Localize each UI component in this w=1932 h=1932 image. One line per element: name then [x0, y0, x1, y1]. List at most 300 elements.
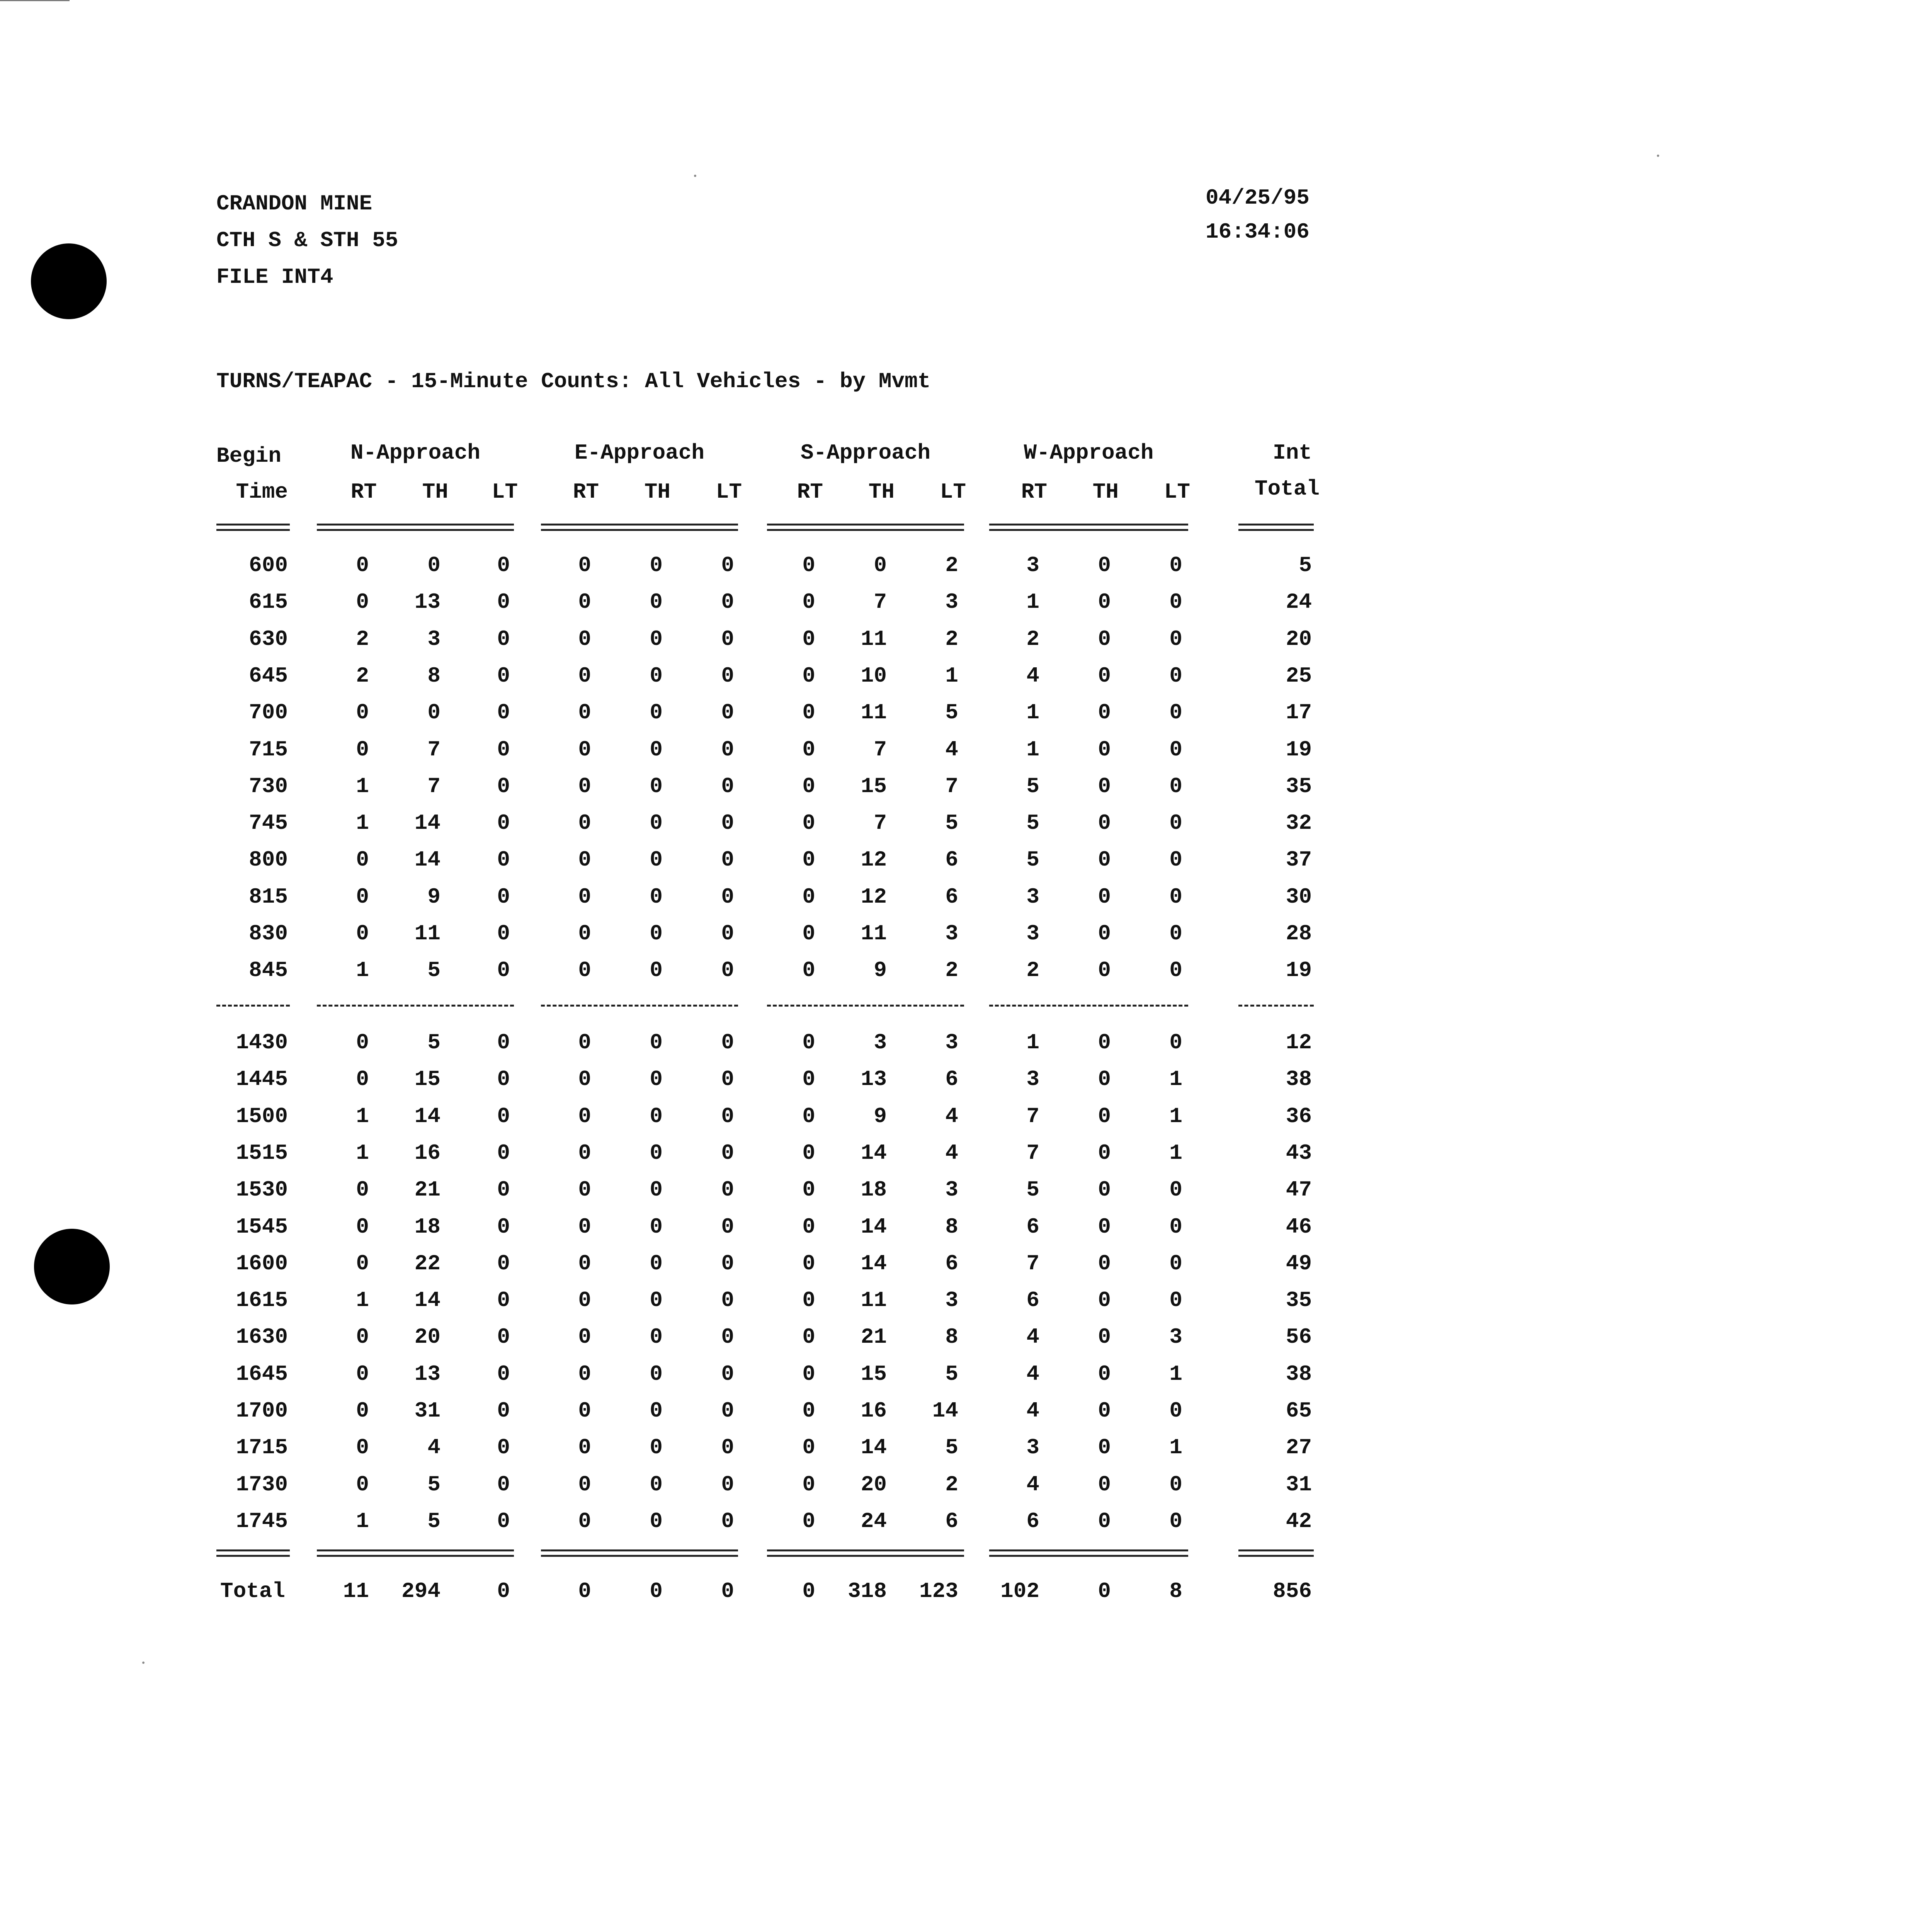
- count-cell: 0: [650, 847, 663, 872]
- count-cell: 0: [721, 1177, 734, 1202]
- total-cell: 0: [497, 1579, 510, 1604]
- count-cell: 4: [945, 1140, 958, 1165]
- count-cell: 2: [945, 626, 958, 651]
- count-cell: 0: [578, 811, 591, 836]
- count-cell: 0: [650, 1361, 663, 1386]
- movement-header: RT: [573, 480, 599, 504]
- time-cell: 615: [249, 590, 288, 615]
- double-rule: [767, 1549, 964, 1551]
- count-cell: 0: [578, 1361, 591, 1386]
- count-cell: 3: [945, 921, 958, 946]
- time-cell: 730: [249, 774, 288, 799]
- double-rule: [1238, 524, 1314, 526]
- count-cell: 0: [1098, 1288, 1111, 1313]
- count-cell: 6: [945, 1251, 958, 1276]
- count-cell: 0: [578, 1140, 591, 1165]
- count-cell: 5: [1026, 847, 1039, 872]
- count-cell: 2: [356, 626, 369, 651]
- count-cell: 1: [356, 1104, 369, 1129]
- total-cell: 318: [848, 1579, 887, 1604]
- count-cell: 5: [1026, 811, 1039, 836]
- count-cell: 0: [1169, 1472, 1182, 1497]
- count-cell: 0: [650, 1104, 663, 1129]
- count-cell: 1: [356, 811, 369, 836]
- count-cell: 0: [721, 1104, 734, 1129]
- count-cell: 0: [1098, 1251, 1111, 1276]
- count-cell: 0: [721, 663, 734, 688]
- count-cell: 8: [945, 1214, 958, 1239]
- count-cell: 0: [356, 1398, 369, 1423]
- count-cell: 0: [1098, 737, 1111, 762]
- count-cell: 0: [721, 590, 734, 615]
- count-cell: 0: [578, 1214, 591, 1239]
- count-cell: 0: [497, 590, 510, 615]
- count-cell: 0: [650, 663, 663, 688]
- count-cell: 0: [497, 1067, 510, 1092]
- count-cell: 15: [414, 1067, 440, 1092]
- count-cell: 0: [1169, 737, 1182, 762]
- count-cell: 5: [945, 811, 958, 836]
- count-cell: 0: [1169, 700, 1182, 725]
- count-cell: 3: [945, 1177, 958, 1202]
- count-cell: 5: [945, 700, 958, 725]
- count-cell: 0: [578, 958, 591, 983]
- count-cell: 0: [721, 1398, 734, 1423]
- count-cell: 31: [1286, 1472, 1312, 1497]
- punch-hole: [34, 1229, 110, 1304]
- report-header: [216, 185, 398, 296]
- count-cell: 13: [414, 590, 440, 615]
- count-cell: 1: [1026, 700, 1039, 725]
- count-cell: 5: [1026, 1177, 1039, 1202]
- movement-header: TH: [422, 480, 448, 504]
- intersection-name: CTH S & STH 55: [216, 228, 398, 253]
- count-cell: 0: [497, 626, 510, 651]
- double-rule: [216, 524, 290, 526]
- count-cell: 0: [721, 1030, 734, 1055]
- count-cell: 0: [721, 1435, 734, 1460]
- count-cell: 0: [721, 1067, 734, 1092]
- approach-header-n: N-Approach: [350, 440, 481, 465]
- count-cell: 11: [861, 921, 887, 946]
- count-cell: 0: [1169, 553, 1182, 578]
- time-cell: 645: [249, 663, 288, 688]
- count-cell: 1: [1169, 1361, 1182, 1386]
- count-cell: 0: [578, 884, 591, 909]
- count-cell: 0: [650, 1435, 663, 1460]
- count-cell: 0: [578, 774, 591, 799]
- count-cell: 0: [802, 1325, 815, 1350]
- total-cell: 123: [919, 1579, 958, 1604]
- count-cell: 0: [1169, 663, 1182, 688]
- count-cell: 25: [1286, 663, 1312, 688]
- count-cell: 4: [1026, 663, 1039, 688]
- total-cell: 0: [1098, 1579, 1111, 1604]
- scan-speck: [1657, 155, 1659, 157]
- count-cell: 35: [1286, 1288, 1312, 1313]
- count-cell: 0: [497, 1472, 510, 1497]
- count-cell: 0: [497, 884, 510, 909]
- count-cell: 7: [874, 811, 887, 836]
- total-cell: 0: [650, 1579, 663, 1604]
- count-cell: 0: [802, 1472, 815, 1497]
- count-cell: 5: [427, 1509, 440, 1534]
- count-cell: 5: [945, 1361, 958, 1386]
- count-cell: 0: [802, 921, 815, 946]
- count-cell: 0: [497, 663, 510, 688]
- count-cell: 0: [497, 958, 510, 983]
- count-cell: 7: [427, 737, 440, 762]
- count-cell: 0: [356, 700, 369, 725]
- time-cell: 1545: [236, 1214, 288, 1239]
- count-cell: 14: [414, 811, 440, 836]
- count-cell: 0: [427, 700, 440, 725]
- count-cell: 18: [861, 1177, 887, 1202]
- count-cell: 0: [497, 737, 510, 762]
- count-cell: 0: [650, 553, 663, 578]
- time-cell: 700: [249, 700, 288, 725]
- count-cell: 0: [802, 1030, 815, 1055]
- time-cell: 1730: [236, 1472, 288, 1497]
- double-rule: [767, 524, 964, 526]
- count-cell: 0: [1098, 1030, 1111, 1055]
- count-cell: 1: [356, 1509, 369, 1534]
- count-cell: 24: [1286, 590, 1312, 615]
- count-cell: 0: [802, 847, 815, 872]
- count-cell: 0: [721, 1214, 734, 1239]
- total-cell: 0: [802, 1579, 815, 1604]
- count-cell: 5: [945, 1435, 958, 1460]
- count-cell: 36: [1286, 1104, 1312, 1129]
- count-cell: 4: [427, 1435, 440, 1460]
- count-cell: 24: [861, 1509, 887, 1534]
- count-cell: 3: [874, 1030, 887, 1055]
- double-rule: [216, 1549, 290, 1551]
- count-cell: 0: [497, 1251, 510, 1276]
- count-cell: 0: [1169, 774, 1182, 799]
- time-cell: 815: [249, 884, 288, 909]
- count-cell: 0: [1169, 1251, 1182, 1276]
- count-cell: 27: [1286, 1435, 1312, 1460]
- count-cell: 0: [802, 811, 815, 836]
- count-cell: 0: [1169, 1214, 1182, 1239]
- count-cell: 2: [356, 663, 369, 688]
- count-cell: 28: [1286, 921, 1312, 946]
- count-cell: 56: [1286, 1325, 1312, 1350]
- dashed-rule: [989, 1005, 1188, 1007]
- count-cell: 0: [1098, 847, 1111, 872]
- double-rule: [1238, 1549, 1314, 1551]
- count-cell: 0: [497, 1177, 510, 1202]
- time-cell: 1615: [236, 1288, 288, 1313]
- count-cell: 14: [414, 1104, 440, 1129]
- count-cell: 7: [874, 737, 887, 762]
- count-cell: 0: [578, 553, 591, 578]
- count-cell: 0: [1098, 1398, 1111, 1423]
- count-cell: 0: [497, 811, 510, 836]
- dashed-rule: [1238, 1005, 1314, 1007]
- count-cell: 0: [427, 553, 440, 578]
- count-cell: 42: [1286, 1509, 1312, 1534]
- count-cell: 0: [497, 1361, 510, 1386]
- count-cell: 38: [1286, 1067, 1312, 1092]
- count-cell: 0: [802, 590, 815, 615]
- count-cell: 0: [356, 1325, 369, 1350]
- count-cell: 0: [356, 1472, 369, 1497]
- double-rule: [541, 1549, 738, 1551]
- count-cell: 38: [1286, 1361, 1312, 1386]
- count-cell: 16: [414, 1140, 440, 1165]
- count-cell: 22: [414, 1251, 440, 1276]
- count-cell: 12: [861, 847, 887, 872]
- count-cell: 0: [578, 1435, 591, 1460]
- report-title: TURNS/TEAPAC - 15-Minute Counts: All Vehicles - by Mvmt: [216, 369, 931, 394]
- count-cell: 0: [1098, 663, 1111, 688]
- time-cell: 1745: [236, 1509, 288, 1534]
- count-cell: 14: [861, 1140, 887, 1165]
- count-cell: 0: [802, 1288, 815, 1313]
- count-cell: 0: [802, 737, 815, 762]
- count-cell: 0: [578, 1398, 591, 1423]
- time-cell: 715: [249, 737, 288, 762]
- count-cell: 0: [650, 1325, 663, 1350]
- count-cell: 0: [497, 1435, 510, 1460]
- count-cell: 0: [1169, 1177, 1182, 1202]
- count-cell: 0: [1169, 847, 1182, 872]
- movement-header: TH: [644, 480, 670, 504]
- count-cell: 0: [497, 1214, 510, 1239]
- count-cell: 0: [650, 811, 663, 836]
- count-cell: 0: [497, 847, 510, 872]
- count-cell: 0: [802, 1104, 815, 1129]
- count-cell: 0: [721, 1509, 734, 1534]
- time-cell: 1515: [236, 1140, 288, 1165]
- count-cell: 0: [650, 1030, 663, 1055]
- total-cell: 102: [1000, 1579, 1039, 1604]
- count-cell: 0: [650, 1177, 663, 1202]
- count-cell: 0: [578, 626, 591, 651]
- total-cell: 11: [343, 1579, 369, 1604]
- count-cell: 0: [650, 1214, 663, 1239]
- count-cell: 0: [650, 737, 663, 762]
- time-cell: 1600: [236, 1251, 288, 1276]
- count-cell: 0: [1169, 1030, 1182, 1055]
- count-cell: 0: [1169, 958, 1182, 983]
- count-cell: 11: [861, 626, 887, 651]
- count-cell: 5: [427, 1030, 440, 1055]
- double-rule: [541, 524, 738, 526]
- count-cell: 14: [861, 1214, 887, 1239]
- count-cell: 8: [427, 663, 440, 688]
- count-cell: 0: [721, 847, 734, 872]
- count-cell: 17: [1286, 700, 1312, 725]
- count-cell: 0: [1098, 884, 1111, 909]
- time-cell: 1715: [236, 1435, 288, 1460]
- count-cell: 0: [650, 884, 663, 909]
- begin-header: Begin: [216, 444, 282, 468]
- report-time: 16:34:06: [1206, 219, 1310, 244]
- count-cell: 7: [874, 590, 887, 615]
- count-cell: 0: [874, 553, 887, 578]
- count-cell: 7: [427, 774, 440, 799]
- count-cell: 0: [802, 1214, 815, 1239]
- time-cell: 1500: [236, 1104, 288, 1129]
- count-cell: 2: [1026, 626, 1039, 651]
- count-cell: 0: [497, 1104, 510, 1129]
- count-cell: 6: [945, 884, 958, 909]
- count-cell: 0: [721, 1361, 734, 1386]
- count-cell: 11: [861, 1288, 887, 1313]
- count-cell: 0: [1169, 811, 1182, 836]
- count-cell: 1: [945, 663, 958, 688]
- count-cell: 0: [1098, 1177, 1111, 1202]
- count-cell: 11: [861, 700, 887, 725]
- count-cell: 9: [874, 1104, 887, 1129]
- count-cell: 0: [802, 1177, 815, 1202]
- total-cell: 856: [1273, 1579, 1312, 1604]
- count-cell: 16: [861, 1398, 887, 1423]
- count-cell: 0: [578, 1288, 591, 1313]
- count-cell: 0: [497, 1288, 510, 1313]
- count-cell: 3: [945, 590, 958, 615]
- count-cell: 3: [1026, 884, 1039, 909]
- count-cell: 0: [497, 1398, 510, 1423]
- count-cell: 7: [1026, 1104, 1039, 1129]
- count-cell: 0: [650, 1509, 663, 1534]
- count-cell: 0: [1098, 553, 1111, 578]
- count-cell: 0: [1098, 1509, 1111, 1534]
- count-cell: 0: [1098, 1140, 1111, 1165]
- count-cell: 6: [945, 847, 958, 872]
- count-cell: 0: [650, 958, 663, 983]
- count-cell: 0: [721, 1472, 734, 1497]
- count-cell: 14: [861, 1251, 887, 1276]
- approach-header-e: E-Approach: [574, 440, 705, 465]
- count-cell: 30: [1286, 884, 1312, 909]
- count-cell: 1: [1169, 1104, 1182, 1129]
- scan-speck: [142, 1662, 145, 1664]
- count-cell: 2: [945, 1472, 958, 1497]
- count-cell: 4: [1026, 1361, 1039, 1386]
- count-cell: 37: [1286, 847, 1312, 872]
- count-cell: 0: [578, 1104, 591, 1129]
- count-cell: 11: [414, 921, 440, 946]
- dashed-rule: [541, 1005, 738, 1007]
- approach-header-w: W-Approach: [1024, 440, 1154, 465]
- count-cell: 4: [945, 1104, 958, 1129]
- count-cell: 0: [721, 1288, 734, 1313]
- total-cell: 294: [401, 1579, 440, 1604]
- count-cell: 6: [1026, 1509, 1039, 1534]
- count-cell: 0: [721, 1251, 734, 1276]
- count-cell: 5: [427, 958, 440, 983]
- count-cell: 32: [1286, 811, 1312, 836]
- count-cell: 0: [802, 884, 815, 909]
- time-cell: 800: [249, 847, 288, 872]
- count-cell: 0: [1098, 921, 1111, 946]
- count-cell: 0: [802, 553, 815, 578]
- count-cell: 1: [356, 958, 369, 983]
- count-cell: 0: [721, 774, 734, 799]
- count-cell: 0: [356, 1251, 369, 1276]
- count-cell: 6: [945, 1067, 958, 1092]
- count-cell: 15: [861, 1361, 887, 1386]
- double-rule: [317, 1549, 514, 1551]
- time-cell: 1430: [236, 1030, 288, 1055]
- count-cell: 0: [721, 700, 734, 725]
- count-cell: 0: [497, 921, 510, 946]
- double-rule: [989, 524, 1188, 526]
- count-cell: 0: [721, 553, 734, 578]
- count-cell: 0: [721, 811, 734, 836]
- int-total-header: Total: [1254, 476, 1320, 501]
- dashed-rule: [317, 1005, 514, 1007]
- count-cell: 0: [1098, 1472, 1111, 1497]
- movement-header: LT: [940, 480, 966, 504]
- count-cell: 0: [356, 847, 369, 872]
- count-cell: 1: [1169, 1067, 1182, 1092]
- count-cell: 65: [1286, 1398, 1312, 1423]
- count-cell: 0: [650, 626, 663, 651]
- count-cell: 9: [874, 958, 887, 983]
- count-cell: 1: [1026, 590, 1039, 615]
- count-cell: 4: [1026, 1325, 1039, 1350]
- count-cell: 0: [1169, 921, 1182, 946]
- count-cell: 3: [1169, 1325, 1182, 1350]
- double-rule: [989, 1549, 1188, 1551]
- count-cell: 14: [932, 1398, 958, 1423]
- count-cell: 5: [427, 1472, 440, 1497]
- count-cell: 0: [578, 1030, 591, 1055]
- count-cell: 7: [1026, 1251, 1039, 1276]
- count-cell: 0: [721, 921, 734, 946]
- count-cell: 0: [1098, 1361, 1111, 1386]
- count-cell: 0: [1098, 774, 1111, 799]
- count-cell: 12: [1286, 1030, 1312, 1055]
- count-cell: 2: [1026, 958, 1039, 983]
- count-cell: 1: [1169, 1435, 1182, 1460]
- count-cell: 14: [861, 1435, 887, 1460]
- approach-header-s: S-Approach: [800, 440, 931, 465]
- count-cell: 0: [1098, 1325, 1111, 1350]
- count-cell: 0: [721, 1140, 734, 1165]
- count-cell: 0: [356, 1177, 369, 1202]
- count-cell: 10: [861, 663, 887, 688]
- count-cell: 1: [356, 1140, 369, 1165]
- count-cell: 0: [578, 1509, 591, 1534]
- count-cell: 0: [578, 700, 591, 725]
- count-cell: 21: [861, 1325, 887, 1350]
- count-cell: 0: [497, 774, 510, 799]
- count-cell: 0: [356, 1030, 369, 1055]
- count-cell: 0: [802, 1361, 815, 1386]
- count-cell: 46: [1286, 1214, 1312, 1239]
- int-header: Int: [1273, 440, 1312, 465]
- count-cell: 0: [578, 847, 591, 872]
- count-cell: 4: [945, 737, 958, 762]
- total-cell: 0: [721, 1579, 734, 1604]
- count-cell: 0: [650, 1288, 663, 1313]
- count-cell: 5: [1299, 553, 1312, 578]
- count-cell: 0: [356, 553, 369, 578]
- count-cell: 8: [945, 1325, 958, 1350]
- punch-hole: [31, 243, 107, 319]
- count-cell: 47: [1286, 1177, 1312, 1202]
- count-cell: 0: [578, 1325, 591, 1350]
- count-cell: 0: [650, 774, 663, 799]
- count-cell: 18: [414, 1214, 440, 1239]
- count-cell: 0: [578, 590, 591, 615]
